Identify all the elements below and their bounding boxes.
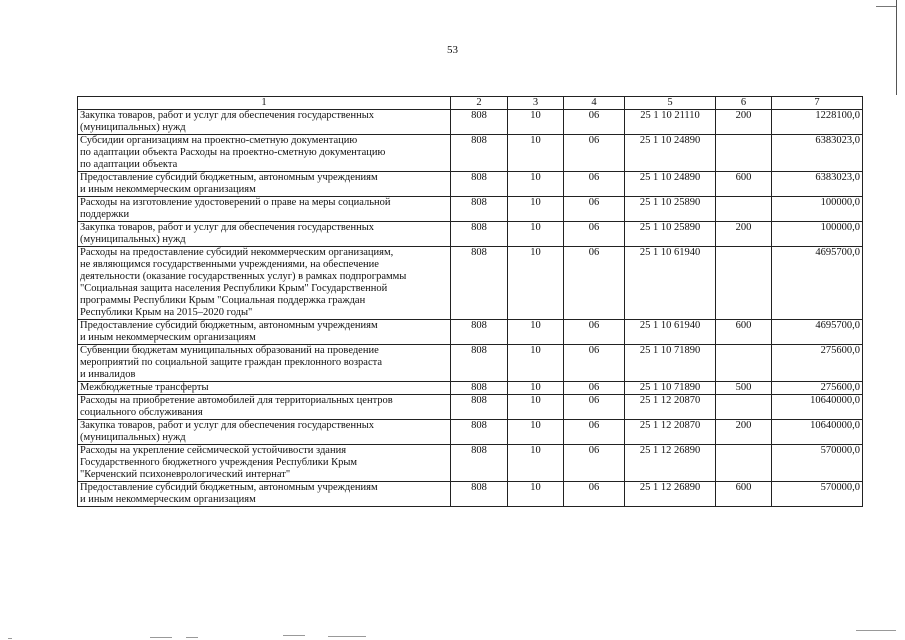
row-code-c3: 10: [508, 222, 564, 247]
row-code-c3: 10: [508, 247, 564, 320]
row-code-c6: 200: [716, 420, 772, 445]
row-code-c6: 500: [716, 382, 772, 395]
row-code-c3: 10: [508, 135, 564, 172]
budget-table: [77, 96, 863, 507]
row-amount: 10640000,0: [772, 395, 863, 420]
row-code-c5: 25 1 10 61940: [625, 320, 716, 345]
row-code-c4: 06: [564, 345, 625, 382]
row-code-c6: [716, 197, 772, 222]
row-code-c4: 06: [564, 110, 625, 135]
row-code-c6: 600: [716, 320, 772, 345]
row-code-c2: 808: [451, 197, 508, 222]
row-code-c5: 25 1 10 61940: [625, 247, 716, 320]
row-code-c3: 10: [508, 197, 564, 222]
row-code-c4: 06: [564, 222, 625, 247]
row-description: Расходы на приобретение автомобилей для территориальных центров социального обслуживания: [78, 395, 451, 420]
page-number: 53: [447, 44, 458, 56]
row-code-c5: 25 1 10 25890: [625, 197, 716, 222]
table-row: [78, 110, 863, 135]
row-amount: 570000,0: [772, 482, 863, 507]
row-amount: 100000,0: [772, 222, 863, 247]
row-code-c6: 600: [716, 482, 772, 507]
row-code-c4: 06: [564, 445, 625, 482]
row-description: Расходы на предоставление субсидий некоммерческим организациям, не являющимся государственными учреждениями, на обеспечение деятельности (оказание государственных услуг) в рамках подпрограммы "Социальная защита населения Республики Крым" Государственной программы Республики Крым "Социальная поддержка граждан Республики Крым на 2015–2020 годы": [78, 247, 451, 320]
row-code-c5: 25 1 12 26890: [625, 482, 716, 507]
scan-edge-tick: [876, 6, 896, 7]
row-code-c2: 808: [451, 222, 508, 247]
table-row: [78, 135, 863, 172]
row-code-c4: 06: [564, 482, 625, 507]
table-row: [78, 382, 863, 395]
table-row: [78, 172, 863, 197]
table-row: [78, 445, 863, 482]
row-code-c3: 10: [508, 320, 564, 345]
row-code-c2: 808: [451, 445, 508, 482]
row-amount: 570000,0: [772, 445, 863, 482]
row-code-c4: 06: [564, 382, 625, 395]
row-code-c4: 06: [564, 135, 625, 172]
table-row: [78, 222, 863, 247]
row-code-c4: 06: [564, 197, 625, 222]
row-code-c5: 25 1 10 24890: [625, 172, 716, 197]
header-cell: 7: [772, 97, 863, 110]
row-code-c6: [716, 247, 772, 320]
table-header-row: [78, 97, 863, 110]
row-description: Закупка товаров, работ и услуг для обеспечения государственных (муниципальных) нужд: [78, 110, 451, 135]
row-code-c2: 808: [451, 320, 508, 345]
row-code-c5: 25 1 12 20870: [625, 395, 716, 420]
header-cell: 4: [564, 97, 625, 110]
row-code-c2: 808: [451, 135, 508, 172]
row-code-c4: 06: [564, 320, 625, 345]
row-code-c6: [716, 345, 772, 382]
row-amount: 10640000,0: [772, 420, 863, 445]
row-code-c5: 25 1 12 26890: [625, 445, 716, 482]
row-code-c3: 10: [508, 345, 564, 382]
row-code-c6: [716, 445, 772, 482]
row-code-c3: 10: [508, 382, 564, 395]
row-code-c3: 10: [508, 482, 564, 507]
row-code-c5: 25 1 10 71890: [625, 345, 716, 382]
row-code-c6: 600: [716, 172, 772, 197]
row-amount: 275600,0: [772, 345, 863, 382]
row-code-c2: 808: [451, 345, 508, 382]
row-amount: 6383023,0: [772, 172, 863, 197]
row-description: Субсидии организациям на проектно-сметную документацию по адаптации объекта Расходы на проектно-сметную документацию по адаптации объекта: [78, 135, 451, 172]
table-row: [78, 345, 863, 382]
row-code-c3: 10: [508, 420, 564, 445]
row-description: Субвенции бюджетам муниципальных образований на проведение мероприятий по социальной защите граждан преклонного возраста и инвалидов: [78, 345, 451, 382]
row-code-c2: 808: [451, 247, 508, 320]
row-amount: 1228100,0: [772, 110, 863, 135]
row-amount: 4695700,0: [772, 247, 863, 320]
scan-artifacts: [0, 628, 905, 640]
row-description: Расходы на изготовление удостоверений о праве на меры социальной поддержки: [78, 197, 451, 222]
row-code-c4: 06: [564, 420, 625, 445]
table-row: [78, 395, 863, 420]
row-amount: 4695700,0: [772, 320, 863, 345]
row-code-c5: 25 1 10 24890: [625, 135, 716, 172]
row-code-c4: 06: [564, 247, 625, 320]
table-row: [78, 482, 863, 507]
row-code-c6: 200: [716, 222, 772, 247]
row-description: Закупка товаров, работ и услуг для обеспечения государственных (муниципальных) нужд: [78, 222, 451, 247]
row-description: Межбюджетные трансферты: [78, 382, 451, 395]
header-cell: 1: [78, 97, 451, 110]
row-code-c3: 10: [508, 395, 564, 420]
row-code-c2: 808: [451, 382, 508, 395]
row-code-c2: 808: [451, 482, 508, 507]
row-description: Предоставление субсидий бюджетным, автономным учреждениям и иным некоммерческим организациям: [78, 172, 451, 197]
row-code-c2: 808: [451, 110, 508, 135]
row-amount: 6383023,0: [772, 135, 863, 172]
table-row: [78, 247, 863, 320]
row-code-c5: 25 1 10 21110: [625, 110, 716, 135]
row-code-c5: 25 1 10 71890: [625, 382, 716, 395]
row-code-c6: [716, 395, 772, 420]
row-code-c2: 808: [451, 420, 508, 445]
header-cell: 6: [716, 97, 772, 110]
row-amount: 100000,0: [772, 197, 863, 222]
row-description: Предоставление субсидий бюджетным, автономным учреждениям и иным некоммерческим организациям: [78, 482, 451, 507]
header-cell: 5: [625, 97, 716, 110]
row-code-c2: 808: [451, 395, 508, 420]
table-row: [78, 320, 863, 345]
row-code-c3: 10: [508, 110, 564, 135]
table-row: [78, 197, 863, 222]
row-description: Расходы на укрепление сейсмической устойчивости здания Государственного бюджетного учреждения Республики Крым "Керченский психоневрологический интернат": [78, 445, 451, 482]
row-code-c4: 06: [564, 172, 625, 197]
row-code-c4: 06: [564, 395, 625, 420]
header-cell: 3: [508, 97, 564, 110]
row-code-c2: 808: [451, 172, 508, 197]
row-amount: 275600,0: [772, 382, 863, 395]
row-code-c5: 25 1 12 20870: [625, 420, 716, 445]
table-row: [78, 420, 863, 445]
row-code-c6: 200: [716, 110, 772, 135]
row-code-c3: 10: [508, 445, 564, 482]
row-description: Закупка товаров, работ и услуг для обеспечения государственных (муниципальных) нужд: [78, 420, 451, 445]
row-code-c3: 10: [508, 172, 564, 197]
row-code-c5: 25 1 10 25890: [625, 222, 716, 247]
row-description: Предоставление субсидий бюджетным, автономным учреждениям и иным некоммерческим организациям: [78, 320, 451, 345]
row-code-c6: [716, 135, 772, 172]
header-cell: 2: [451, 97, 508, 110]
